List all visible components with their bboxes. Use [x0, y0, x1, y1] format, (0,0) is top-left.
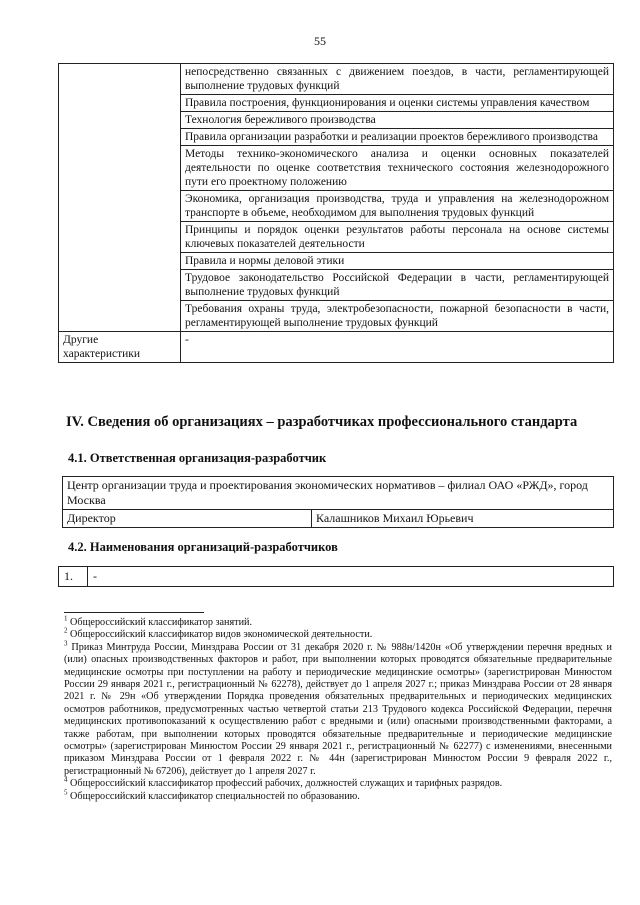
developer-name: -: [88, 567, 614, 587]
footnote: $^4$ Общероссийский классификатор профессий рабочих, должностей служащих и тарифных разрядов.: [64, 775, 503, 790]
other-characteristics-value: -: [181, 332, 614, 363]
requirement-item: Экономика, организация производства, труда и управления на железнодорожном транспорте в объеме, необходимом для выполнения трудовых функций: [181, 191, 614, 222]
requirement-item: Правила и нормы деловой этики: [181, 253, 614, 270]
developers-table: [58, 566, 614, 587]
responsible-organization-table: [62, 476, 614, 528]
requirement-item: Требования охраны труда, электробезопасности, пожарной безопасности в части, регламентирующей выполнение трудовых функций: [181, 301, 614, 332]
requirement-item: Технология бережливого производства: [181, 112, 614, 129]
footnote: $^1$ Общероссийский классификатор занятий.: [64, 614, 253, 628]
requirements-left-cell: [59, 64, 181, 332]
requirement-item: Правила построения, функционирования и оценки системы управления качеством: [181, 95, 614, 112]
footnote: $^5$ Общероссийский классификатор специальностей по образованию.: [64, 788, 360, 802]
other-characteristics-label: Другие характеристики: [59, 332, 181, 363]
developer-number: 1.: [59, 567, 88, 587]
director-name: Калашников Михаил Юрьевич: [312, 510, 614, 528]
subsection-title-responsible: 4.1. Ответственная организация-разработчик: [68, 451, 327, 465]
footnote-divider: [64, 612, 204, 613]
footnote: $^3$ Приказ Минтруда России, Минздрава России от 31 декабря 2020 г. № 988н/1420н «Об утверждении перечня вредных и (или) опасных производственных факторов и работ, при выполнении которых проводятся обязательные предварительные медицинские осмотры при поступлении на работу и периодические медицинские осмотры» (зарегистрирован Минюстом России 29 января 2021 г., регистрационный № 62278), действует до 1 апреля 2027 г.; приказ Минздрава России от 28 января 2021 г. № 29н «Об утверждении Порядка проведения обязательных предварительных и периодических медицинских осмотров работников, предусмотренных частью четвертой статьи 213 Трудового кодекса Российской Федерации, перечня медицинских противопоказаний к осуществлению работ с вредными и (или) опасными производственными факторами, а также работам, при выполнении которых проводятся обязательные предварительные и периодические медицинские осмотры» (зарегистрирован Минюстом России 29 января 2021 г., регистрационный № 62277) с изменениями, внесенными приказом Минздрава России от 1 февраля 2022 г. № 44н (зарегистрирован Минюстом России 9 февраля 2022 г., регистрационный № 67206), действует до 1 апреля 2027 г.: [64, 639, 613, 777]
footnotes: [64, 614, 613, 803]
requirement-item: Трудовое законодательство Российской Федерации в части, регламентирующей выполнение трудовых функций: [181, 270, 614, 301]
requirement-item: Методы технико-экономического анализа и оценки основных показателей деятельности по оценке соответствия технического состояния железнодорожного пути его проектному положению: [181, 146, 614, 191]
requirements-table: [58, 63, 614, 363]
table-row: [59, 567, 614, 587]
requirement-item: Правила организации разработки и реализации проектов бережливого производства: [181, 129, 614, 146]
page-number: 55: [314, 34, 326, 48]
requirement-item: Принципы и порядок оценки результатов работы персонала на основе системы ключевых показателей деятельности: [181, 222, 614, 253]
director-position: Директор: [63, 510, 312, 528]
organization-name: Центр организации труда и проектирования экономических нормативов – филиал ОАО «РЖД», город Москва: [63, 477, 614, 510]
requirement-item: непосредственно связанных с движением поездов, в части, регламентирующей выполнение трудовых функций: [181, 64, 614, 95]
footnote: $^2$ Общероссийский классификатор видов экономической деятельности.: [64, 627, 373, 641]
subsection-title-developers: 4.2. Наименования организаций-разработчиков: [68, 540, 338, 554]
section-title: IV. Сведения об организациях – разработчиках профессионального стандарта: [66, 414, 578, 430]
